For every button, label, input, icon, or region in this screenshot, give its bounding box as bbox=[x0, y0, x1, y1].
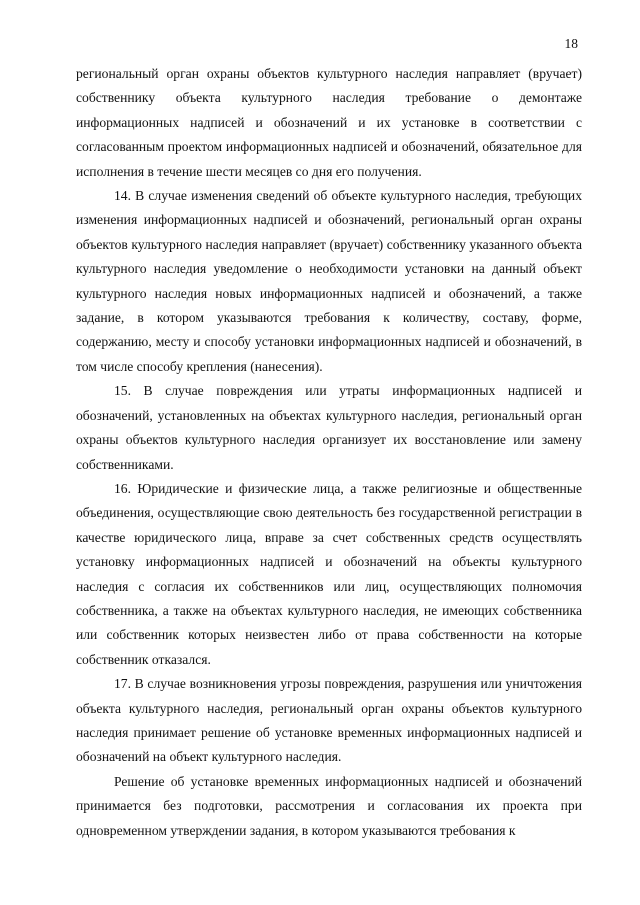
paragraph-item-14: 14. В случае изменения сведений об объекте культурного наследия, требующих изменения информационных надписей и обозначений, региональный орган охраны объектов культурного наследия направляет (вручает) собственнику указанного объекта культурного наследия уведомление о необходимости установки на данный объект культурного наследия новых информационных надписей и обозначений, а также задание, в котором указываются требования к количеству, составу, форме, содержанию, месту и способу установки информационных надписей и обозначений, в том числе способу крепления (нанесения). bbox=[76, 188, 582, 374]
paragraph-temporary-signs: Решение об установке временных информационных надписей и обозначений принимается без подготовки, рассмотрения и согласования их проекта при одновременном утверждении задания, в котором указываются требования к bbox=[76, 773, 582, 838]
paragraph-continuation: региональный орган охраны объектов культурного наследия направляет (вручает) собственнику объекта культурного наследия требование о демонтаже информационных надписей и обозначений и их установке в соответствии с согласованным проектом информационных надписей и обозначений, обязательное для исполнения в течение шести месяцев со дня его получения. bbox=[76, 66, 582, 179]
paragraph-item-17: 17. В случае возникновения угрозы повреждения, разрушения или уничтожения объекта культурного наследия, региональный орган охраны объектов культурного наследия принимает решение об установке временных информационных надписей и обозначений на объект культурного наследия. bbox=[76, 676, 582, 765]
document-body bbox=[76, 62, 582, 843]
paragraph-item-16: 16. Юридические и физические лица, а также религиозные и общественные объединения, осуществляющие свою деятельность без государственной регистрации в качестве юридического лица, вправе за счет собственных средств осуществлять установку информационных надписей и обозначений на объекты культурного наследия с согласия их собственников или лиц, осуществляющих полномочия собственника, а также на объектах культурного наследия, не имеющих собственника или собственник которых неизвестен либо от права собственности на которые собственник отказался. bbox=[76, 480, 582, 667]
page-number: 18 bbox=[564, 36, 578, 51]
paragraph-item-15: 15. В случае повреждения или утраты информационных надписей и обозначений, установленных на объектах культурного наследия, региональный орган охраны объектов культурного наследия организует их восстановление или замену собственниками. bbox=[76, 383, 582, 472]
